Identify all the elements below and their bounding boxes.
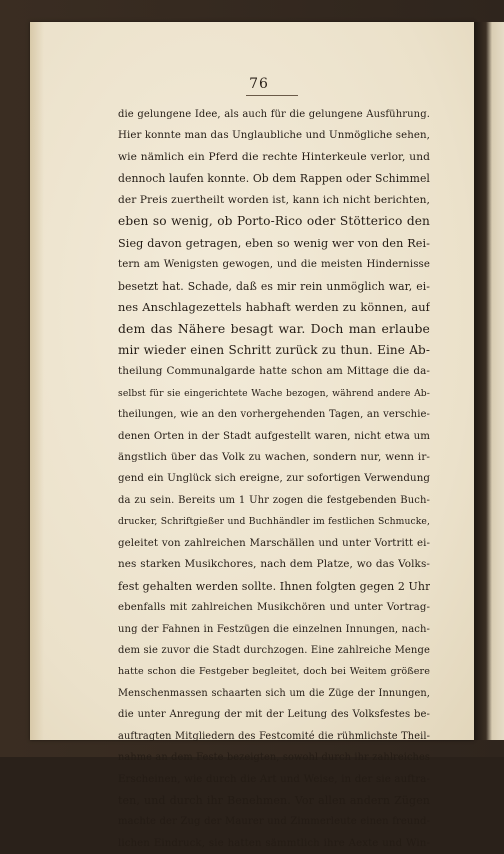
text-line: Menschenmassen schaarten sich um die Züge der Innungen, xyxy=(118,687,430,699)
text-line: mir wieder einen Schritt zurück zu thun. Eine Ab- xyxy=(118,342,430,357)
text-line: theilung Communalgarde hatte schon am Mittage die da- xyxy=(118,365,430,378)
text-line: dem sie zuvor die Stadt durchzogen. Eine zahlreiche Menge xyxy=(118,644,430,656)
text-line: lichen Eindruck, sie hatten sämmtlich ihre Aexte und Win- xyxy=(118,837,430,849)
text-line: hatte schon die Festgeber begleitet, doch bei Weitem größere xyxy=(118,666,430,678)
text-line: geleitet von zahlreichen Marschällen und unter Vortritt ei- xyxy=(118,537,430,549)
text-line: Erscheinen, wie durch die Art und Weise, in der sie auftra- xyxy=(118,773,430,785)
text-line: ebenfalls mit zahlreichen Musikchören und unter Vortrag- xyxy=(118,602,430,614)
page-gutter-shadow xyxy=(30,22,44,740)
text-line: Hier konnte man das Unglaubliche und Unmögliche sehen, xyxy=(118,130,430,142)
text-line: dem das Nähere besagt war. Doch man erlaube xyxy=(118,321,430,337)
text-line: tern am Wenigsten gewogen, und die meisten Hindernisse xyxy=(118,259,430,271)
text-line: selbst für sie eingerichtete Wache bezogen, während andere Ab- xyxy=(118,387,430,399)
text-line: denen Orten in der Stadt aufgestellt waren, nicht etwa um xyxy=(118,430,430,442)
text-line: drucker, Schriftgießer und Buchhändler im festlichen Schmucke, xyxy=(118,516,430,528)
text-line: fest gehalten werden sollte. Ihnen folgten gegen 2 Uhr xyxy=(118,579,430,593)
text-line: nes Anschlagezettels habhaft werden zu können, auf xyxy=(118,299,430,314)
text-line: wie nämlich ein Pferd die rechte Hinterkeule verlor, und xyxy=(118,150,430,163)
text-line: ung der Fahnen in Festzügen die einzelnen Innungen, nach- xyxy=(118,623,430,635)
text-line: dennoch laufen konnte. Ob dem Rappen oder Schimmel xyxy=(118,172,430,186)
text-line: nahme an dem Feste bezeigten, sowohl durch ihr zahlreiches xyxy=(118,752,430,764)
text-line: eben so wenig, ob Porto-Rico oder Stötterico den xyxy=(118,214,430,229)
text-line: theilungen, wie an den vorhergehenden Tagen, an verschie- xyxy=(118,409,430,421)
text-line: auftragten Mitgliedern des Festcomité die rühmlichste Theil- xyxy=(118,730,430,742)
text-line: da zu sein. Bereits um 1 Uhr zogen die festgebenden Buch- xyxy=(118,494,430,506)
page-number-rule xyxy=(246,95,298,96)
body-text xyxy=(118,104,430,854)
text-line: ängstlich über das Volk zu wachen, sondern nur, wenn ir- xyxy=(118,451,430,463)
text-line: ten, und durch ihr Benehmen. Vor allen andern Zügen xyxy=(118,794,430,807)
text-line: die gelungene Idee, als auch für die gelungene Ausführung. xyxy=(118,109,430,120)
text-line: machte der Zug der Maurer und Zimmerleute einen freund- xyxy=(118,816,430,828)
page-number: 76 xyxy=(249,76,269,92)
text-line: die unter Anregung der mit der Leitung des Volksfestes be- xyxy=(118,709,430,721)
text-line: nes starken Musikchores, nach dem Platze, wo das Volks- xyxy=(118,558,430,571)
text-line: Sieg davon getragen, eben so wenig wer von den Rei- xyxy=(118,236,430,250)
text-line: besetzt hat. Schade, daß es mir rein unmöglich war, ei- xyxy=(118,279,430,293)
text-line: gend ein Unglück sich ereigne, zur sofortigen Verwendung xyxy=(118,473,430,485)
next-page-edge xyxy=(474,22,504,740)
text-line: der Preis zuertheilt worden ist, kann ich nicht berichten, xyxy=(118,193,430,206)
